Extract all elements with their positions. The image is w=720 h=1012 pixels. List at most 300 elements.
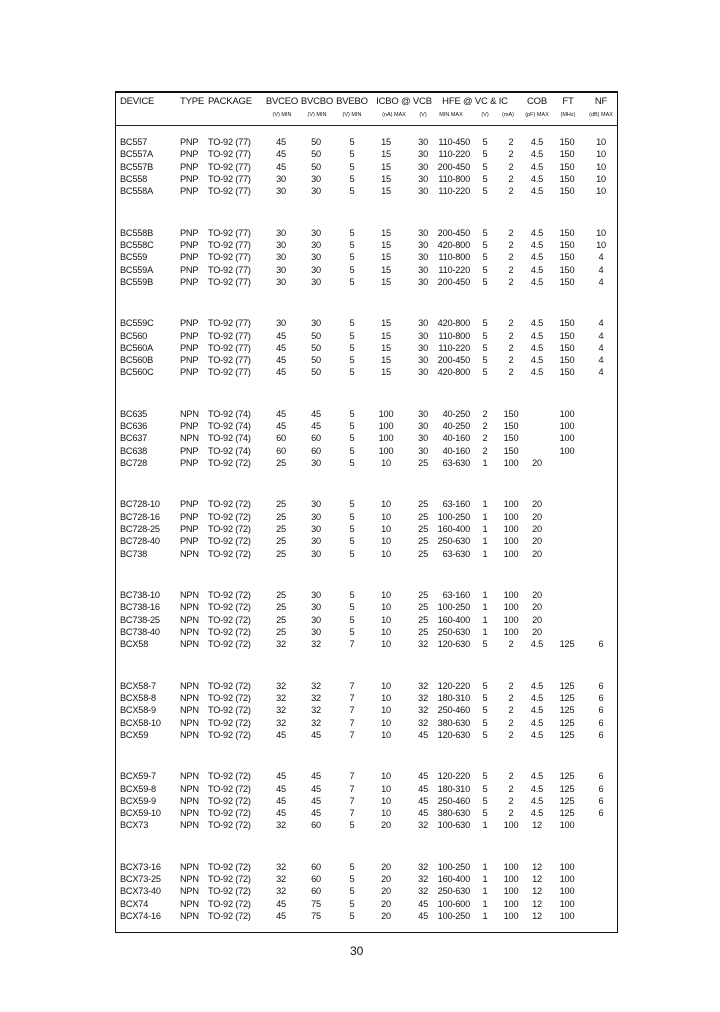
cell-type: NPN xyxy=(180,548,199,559)
cell-bvebo: 5 xyxy=(349,252,355,263)
cell-bvceo: 45 xyxy=(276,729,286,740)
cell-cob: 4.5 xyxy=(530,252,544,263)
cell-bvceo: 25 xyxy=(276,458,286,468)
cell-bvebo: 5 xyxy=(349,548,355,559)
cell-vcb: 25 xyxy=(418,548,428,559)
cell-bvebo: 7 xyxy=(349,729,355,740)
cell-ft: 150 xyxy=(559,252,575,263)
cell-ft: 100 xyxy=(559,898,575,909)
cell-ft: 125 xyxy=(559,808,575,819)
cell-bvceo: 30 xyxy=(276,318,286,329)
cell-icbo: 10 xyxy=(381,771,391,782)
table-row xyxy=(0,317,720,329)
cell-package: TO-92 (77) xyxy=(208,342,251,353)
cell-vc: 2 xyxy=(482,421,488,432)
unit-vc: (V) xyxy=(481,112,489,118)
cell-bvceo: 32 xyxy=(276,680,286,691)
table-row xyxy=(0,910,720,922)
cell-device: BCX59-10 xyxy=(120,808,161,819)
cell-icbo: 15 xyxy=(381,161,391,172)
cell-device: BC560C xyxy=(120,367,154,378)
cell-vcb: 30 xyxy=(418,355,428,366)
cell-package: TO-92 (72) xyxy=(208,861,251,872)
cell-device: BC559 xyxy=(120,252,148,263)
table-header xyxy=(0,96,720,108)
cell-bvcbo: 30 xyxy=(311,173,321,184)
cell-bvebo: 5 xyxy=(349,342,355,353)
table-row xyxy=(0,498,720,510)
cell-bvebo: 5 xyxy=(349,355,355,366)
cell-bvebo: 5 xyxy=(349,276,355,287)
cell-cob: 20 xyxy=(532,536,542,547)
cell-hfe: 63-630 xyxy=(442,548,470,559)
cell-ic: 2 xyxy=(508,161,514,172)
cell-ic: 2 xyxy=(508,252,514,263)
cell-bvceo: 25 xyxy=(276,602,286,613)
cell-ft: 150 xyxy=(559,264,575,275)
cell-icbo: 10 xyxy=(381,511,391,522)
cell-nf: 4 xyxy=(598,367,604,378)
cell-vcb: 45 xyxy=(418,898,428,909)
cell-vc: 1 xyxy=(482,602,488,613)
cell-ic: 100 xyxy=(503,626,519,637)
cell-package: TO-92 (72) xyxy=(208,898,251,909)
cell-hfe: 160-400 xyxy=(437,614,470,625)
cell-type: PNP xyxy=(180,227,199,238)
cell-hfe: 100-250 xyxy=(437,911,470,921)
cell-bvcbo: 32 xyxy=(311,639,321,650)
cell-device: BCX58 xyxy=(120,639,149,650)
cell-package: TO-92 (72) xyxy=(208,874,251,885)
cell-hfe: 100-600 xyxy=(437,898,470,909)
cell-vcb: 32 xyxy=(418,820,428,831)
cell-cob: 4.5 xyxy=(530,186,544,197)
cell-cob: 12 xyxy=(532,911,542,921)
cell-cob: 4.5 xyxy=(530,808,544,819)
cell-cob: 20 xyxy=(532,524,542,534)
cell-type: NPN xyxy=(180,590,199,600)
cell-bvebo: 5 xyxy=(349,911,355,921)
cell-vcb: 45 xyxy=(418,795,428,806)
cell-hfe: 200-450 xyxy=(437,276,470,287)
cell-icbo: 15 xyxy=(381,342,391,353)
cell-vcb: 32 xyxy=(418,692,428,703)
cell-type: NPN xyxy=(180,911,199,921)
cell-bvcbo: 50 xyxy=(311,355,321,366)
cell-ft: 125 xyxy=(559,783,575,794)
cell-nf: 6 xyxy=(598,705,604,716)
cell-device: BC738-40 xyxy=(120,626,160,637)
cell-vcb: 45 xyxy=(418,729,428,740)
cell-package: TO-92 (77) xyxy=(208,227,251,238)
cell-package: TO-92 (77) xyxy=(208,276,251,287)
cell-bvceo: 25 xyxy=(276,626,286,637)
cell-bvebo: 5 xyxy=(349,861,355,872)
cell-nf: 4 xyxy=(598,355,604,366)
cell-vc: 1 xyxy=(482,511,488,522)
cell-bvebo: 5 xyxy=(349,367,355,378)
cell-icbo: 20 xyxy=(381,820,391,831)
cell-package: TO-92 (72) xyxy=(208,717,251,728)
cell-device: BC728-40 xyxy=(120,536,160,547)
cell-cob: 4.5 xyxy=(530,680,544,691)
cell-cob: 4.5 xyxy=(530,367,544,378)
cell-bvcbo: 30 xyxy=(311,602,321,613)
cell-bvebo: 5 xyxy=(349,161,355,172)
cell-ft: 125 xyxy=(559,717,575,728)
cell-type: PNP xyxy=(180,264,199,275)
cell-ft: 150 xyxy=(559,186,575,197)
cell-bvebo: 5 xyxy=(349,874,355,885)
cell-vc: 5 xyxy=(482,342,488,353)
cell-bvceo: 30 xyxy=(276,264,286,275)
cell-icbo: 10 xyxy=(381,536,391,547)
cell-bvceo: 45 xyxy=(276,137,286,147)
cell-nf: 6 xyxy=(598,639,604,650)
cell-icbo: 20 xyxy=(381,861,391,872)
cell-package: TO-92 (72) xyxy=(208,614,251,625)
table-row xyxy=(0,626,720,638)
cell-cob: 20 xyxy=(532,590,542,600)
cell-ft: 150 xyxy=(559,239,575,250)
table-row xyxy=(0,366,720,378)
cell-ft: 100 xyxy=(559,820,575,831)
cell-package: TO-92 (72) xyxy=(208,626,251,637)
cell-package: TO-92 (72) xyxy=(208,511,251,522)
cell-cob: 4.5 xyxy=(530,639,544,650)
cell-cob: 4.5 xyxy=(530,729,544,740)
cell-hfe: 40-160 xyxy=(442,433,470,444)
cell-cob: 4.5 xyxy=(530,227,544,238)
cell-bvceo: 45 xyxy=(276,330,286,341)
cell-ft: 100 xyxy=(559,421,575,432)
cell-bvebo: 5 xyxy=(349,536,355,547)
cell-package: TO-92 (72) xyxy=(208,548,251,559)
cell-type: PNP xyxy=(180,367,199,378)
cell-cob: 20 xyxy=(532,548,542,559)
cell-type: PNP xyxy=(180,252,199,263)
unit-cob: (pF) MAX xyxy=(525,112,549,118)
cell-ft: 150 xyxy=(559,342,575,353)
cell-bvcbo: 45 xyxy=(311,408,321,419)
cell-nf: 6 xyxy=(598,717,604,728)
cell-vcb: 25 xyxy=(418,626,428,637)
cell-nf: 4 xyxy=(598,252,604,263)
cell-cob: 20 xyxy=(532,511,542,522)
cell-vc: 5 xyxy=(482,639,488,650)
cell-icbo: 10 xyxy=(381,692,391,703)
cell-vc: 5 xyxy=(482,795,488,806)
cell-vcb: 30 xyxy=(418,445,428,456)
cell-type: PNP xyxy=(180,458,199,468)
table-row xyxy=(0,548,720,560)
cell-bvcbo: 75 xyxy=(311,898,321,909)
cell-type: NPN xyxy=(180,602,199,613)
cell-bvceo: 45 xyxy=(276,898,286,909)
cell-bvceo: 45 xyxy=(276,161,286,172)
cell-package: TO-92 (77) xyxy=(208,330,251,341)
cell-cob: 4.5 xyxy=(530,161,544,172)
cell-type: NPN xyxy=(180,692,199,703)
cell-bvcbo: 30 xyxy=(311,252,321,263)
table-row xyxy=(0,819,720,831)
cell-nf: 4 xyxy=(598,342,604,353)
cell-vcb: 25 xyxy=(418,524,428,534)
cell-vc: 5 xyxy=(482,783,488,794)
cell-vcb: 30 xyxy=(418,421,428,432)
cell-ft: 125 xyxy=(559,729,575,740)
cell-type: NPN xyxy=(180,729,199,740)
cell-cob: 12 xyxy=(532,861,542,872)
cell-ic: 100 xyxy=(503,511,519,522)
cell-bvebo: 5 xyxy=(349,408,355,419)
cell-ic: 100 xyxy=(503,898,519,909)
cell-bvebo: 5 xyxy=(349,421,355,432)
cell-hfe: 63-160 xyxy=(442,590,470,600)
cell-bvebo: 5 xyxy=(349,173,355,184)
cell-bvceo: 45 xyxy=(276,342,286,353)
cell-type: NPN xyxy=(180,820,199,831)
cell-type: NPN xyxy=(180,614,199,625)
cell-vc: 1 xyxy=(482,614,488,625)
cell-bvceo: 45 xyxy=(276,421,286,432)
table-row xyxy=(0,729,720,741)
cell-bvcbo: 45 xyxy=(311,771,321,782)
cell-device: BC728-16 xyxy=(120,511,160,522)
cell-vc: 5 xyxy=(482,692,488,703)
cell-bvceo: 30 xyxy=(276,239,286,250)
cell-ic: 100 xyxy=(503,886,519,897)
cell-vcb: 45 xyxy=(418,771,428,782)
cell-device: BCX73 xyxy=(120,820,149,831)
cell-vcb: 30 xyxy=(418,161,428,172)
cell-hfe: 160-400 xyxy=(437,874,470,885)
cell-bvebo: 7 xyxy=(349,717,355,728)
cell-ic: 150 xyxy=(503,445,519,456)
cell-vc: 1 xyxy=(482,536,488,547)
cell-vcb: 30 xyxy=(418,227,428,238)
cell-bvebo: 7 xyxy=(349,705,355,716)
cell-vcb: 25 xyxy=(418,499,428,510)
cell-bvebo: 5 xyxy=(349,239,355,250)
cell-ft: 150 xyxy=(559,149,575,160)
cell-cob: 4.5 xyxy=(530,137,544,147)
cell-ic: 2 xyxy=(508,173,514,184)
table-row xyxy=(0,770,720,782)
cell-ic: 2 xyxy=(508,342,514,353)
cell-package: TO-92 (72) xyxy=(208,911,251,921)
cell-bvcbo: 60 xyxy=(311,445,321,456)
cell-ic: 100 xyxy=(503,861,519,872)
table-row xyxy=(0,898,720,910)
cell-ft: 150 xyxy=(559,276,575,287)
cell-package: TO-92 (72) xyxy=(208,536,251,547)
cell-device: BCX74-16 xyxy=(120,911,161,921)
cell-nf: 6 xyxy=(598,729,604,740)
cell-ft: 125 xyxy=(559,705,575,716)
cell-ic: 2 xyxy=(508,149,514,160)
cell-icbo: 20 xyxy=(381,874,391,885)
cell-bvebo: 5 xyxy=(349,614,355,625)
cell-hfe: 420-800 xyxy=(437,318,470,329)
cell-package: TO-92 (72) xyxy=(208,458,251,468)
cell-package: TO-92 (77) xyxy=(208,173,251,184)
unit-nf: (dB) MAX xyxy=(589,112,613,118)
cell-bvcbo: 30 xyxy=(311,276,321,287)
cell-hfe: 180-310 xyxy=(437,783,470,794)
cell-icbo: 10 xyxy=(381,590,391,600)
cell-cob: 4.5 xyxy=(530,771,544,782)
cell-bvebo: 5 xyxy=(349,898,355,909)
cell-bvebo: 5 xyxy=(349,137,355,147)
cell-cob: 20 xyxy=(532,458,542,468)
cell-ic: 2 xyxy=(508,680,514,691)
cell-vcb: 32 xyxy=(418,874,428,885)
cell-bvcbo: 45 xyxy=(311,783,321,794)
cell-icbo: 15 xyxy=(381,264,391,275)
cell-vcb: 25 xyxy=(418,511,428,522)
cell-nf: 10 xyxy=(596,227,606,238)
table-row xyxy=(0,342,720,354)
cell-vc: 5 xyxy=(482,276,488,287)
cell-bvebo: 5 xyxy=(349,886,355,897)
cell-ic: 100 xyxy=(503,820,519,831)
cell-ic: 2 xyxy=(508,729,514,740)
cell-type: NPN xyxy=(180,861,199,872)
cell-ic: 2 xyxy=(508,330,514,341)
cell-device: BCX73-16 xyxy=(120,861,161,872)
cell-hfe: 420-800 xyxy=(437,367,470,378)
cell-ic: 2 xyxy=(508,367,514,378)
cell-nf: 4 xyxy=(598,318,604,329)
cell-device: BC636 xyxy=(120,421,148,432)
cell-package: TO-92 (72) xyxy=(208,705,251,716)
cell-type: NPN xyxy=(180,408,199,419)
cell-hfe: 100-250 xyxy=(437,511,470,522)
cell-icbo: 10 xyxy=(381,548,391,559)
cell-cob: 12 xyxy=(532,874,542,885)
cell-icbo: 15 xyxy=(381,330,391,341)
header-bvceo: BVCEO xyxy=(265,96,299,107)
cell-nf: 6 xyxy=(598,783,604,794)
table-row xyxy=(0,239,720,251)
cell-nf: 10 xyxy=(596,173,606,184)
cell-device: BC558B xyxy=(120,227,154,238)
cell-cob: 4.5 xyxy=(530,264,544,275)
cell-bvebo: 5 xyxy=(349,186,355,197)
unit-ic: (mA) xyxy=(502,112,514,118)
cell-cob: 12 xyxy=(532,898,542,909)
cell-type: NPN xyxy=(180,680,199,691)
cell-ic: 100 xyxy=(503,536,519,547)
header-divider xyxy=(115,125,618,126)
cell-type: NPN xyxy=(180,433,199,444)
cell-vcb: 30 xyxy=(418,367,428,378)
table-row xyxy=(0,614,720,626)
cell-device: BC728-25 xyxy=(120,524,160,534)
cell-package: TO-92 (72) xyxy=(208,639,251,650)
cell-icbo: 15 xyxy=(381,276,391,287)
cell-vcb: 30 xyxy=(418,252,428,263)
cell-vc: 5 xyxy=(482,239,488,250)
cell-vc: 5 xyxy=(482,729,488,740)
cell-hfe: 63-160 xyxy=(442,499,470,510)
cell-ic: 2 xyxy=(508,137,514,147)
cell-bvcbo: 50 xyxy=(311,367,321,378)
cell-type: NPN xyxy=(180,886,199,897)
cell-device: BCX58-10 xyxy=(120,717,161,728)
cell-package: TO-92 (72) xyxy=(208,590,251,600)
cell-bvebo: 5 xyxy=(349,524,355,534)
cell-hfe: 250-460 xyxy=(437,705,470,716)
cell-bvceo: 60 xyxy=(276,445,286,456)
cell-vc: 5 xyxy=(482,717,488,728)
cell-icbo: 10 xyxy=(381,458,391,468)
cell-ic: 100 xyxy=(503,499,519,510)
cell-cob: 4.5 xyxy=(530,342,544,353)
cell-vc: 5 xyxy=(482,173,488,184)
cell-icbo: 15 xyxy=(381,355,391,366)
cell-type: PNP xyxy=(180,524,199,534)
cell-hfe: 110-800 xyxy=(438,173,470,184)
cell-device: BCX59 xyxy=(120,729,149,740)
cell-cob: 4.5 xyxy=(530,783,544,794)
cell-ic: 2 xyxy=(508,239,514,250)
cell-cob: 4.5 xyxy=(530,705,544,716)
cell-vc: 1 xyxy=(482,911,488,921)
cell-ic: 2 xyxy=(508,355,514,366)
cell-vcb: 45 xyxy=(418,911,428,921)
cell-ic: 2 xyxy=(508,639,514,650)
cell-cob: 20 xyxy=(532,602,542,613)
cell-hfe: 110-220 xyxy=(438,186,470,197)
cell-vcb: 30 xyxy=(418,149,428,160)
cell-icbo: 20 xyxy=(381,911,391,921)
cell-vc: 5 xyxy=(482,771,488,782)
cell-bvcbo: 32 xyxy=(311,680,321,691)
cell-icbo: 10 xyxy=(381,808,391,819)
cell-bvebo: 5 xyxy=(349,433,355,444)
cell-icbo: 20 xyxy=(381,898,391,909)
cell-bvebo: 5 xyxy=(349,820,355,831)
cell-bvceo: 25 xyxy=(276,536,286,547)
cell-ft: 100 xyxy=(559,886,575,897)
table-row xyxy=(0,704,720,716)
page-number: 30 xyxy=(350,944,364,958)
cell-icbo: 10 xyxy=(381,602,391,613)
header-nf: NF xyxy=(594,96,608,107)
cell-type: PNP xyxy=(180,318,199,329)
header-hfe-vc-ic: HFE @ VC & IC xyxy=(442,96,508,107)
cell-nf: 10 xyxy=(596,137,606,147)
cell-package: TO-92 (72) xyxy=(208,602,251,613)
cell-ft: 100 xyxy=(559,874,575,885)
cell-nf: 10 xyxy=(596,161,606,172)
cell-ic: 2 xyxy=(508,186,514,197)
cell-bvceo: 32 xyxy=(276,705,286,716)
cell-bvceo: 45 xyxy=(276,771,286,782)
cell-device: BC557A xyxy=(120,149,154,160)
cell-type: PNP xyxy=(180,186,199,197)
cell-vcb: 30 xyxy=(418,433,428,444)
cell-device: BC558A xyxy=(120,186,154,197)
cell-bvcbo: 60 xyxy=(311,886,321,897)
cell-type: NPN xyxy=(180,783,199,794)
cell-bvebo: 5 xyxy=(349,330,355,341)
cell-vc: 5 xyxy=(482,161,488,172)
cell-bvceo: 25 xyxy=(276,548,286,559)
header-cob: COB xyxy=(527,96,547,107)
